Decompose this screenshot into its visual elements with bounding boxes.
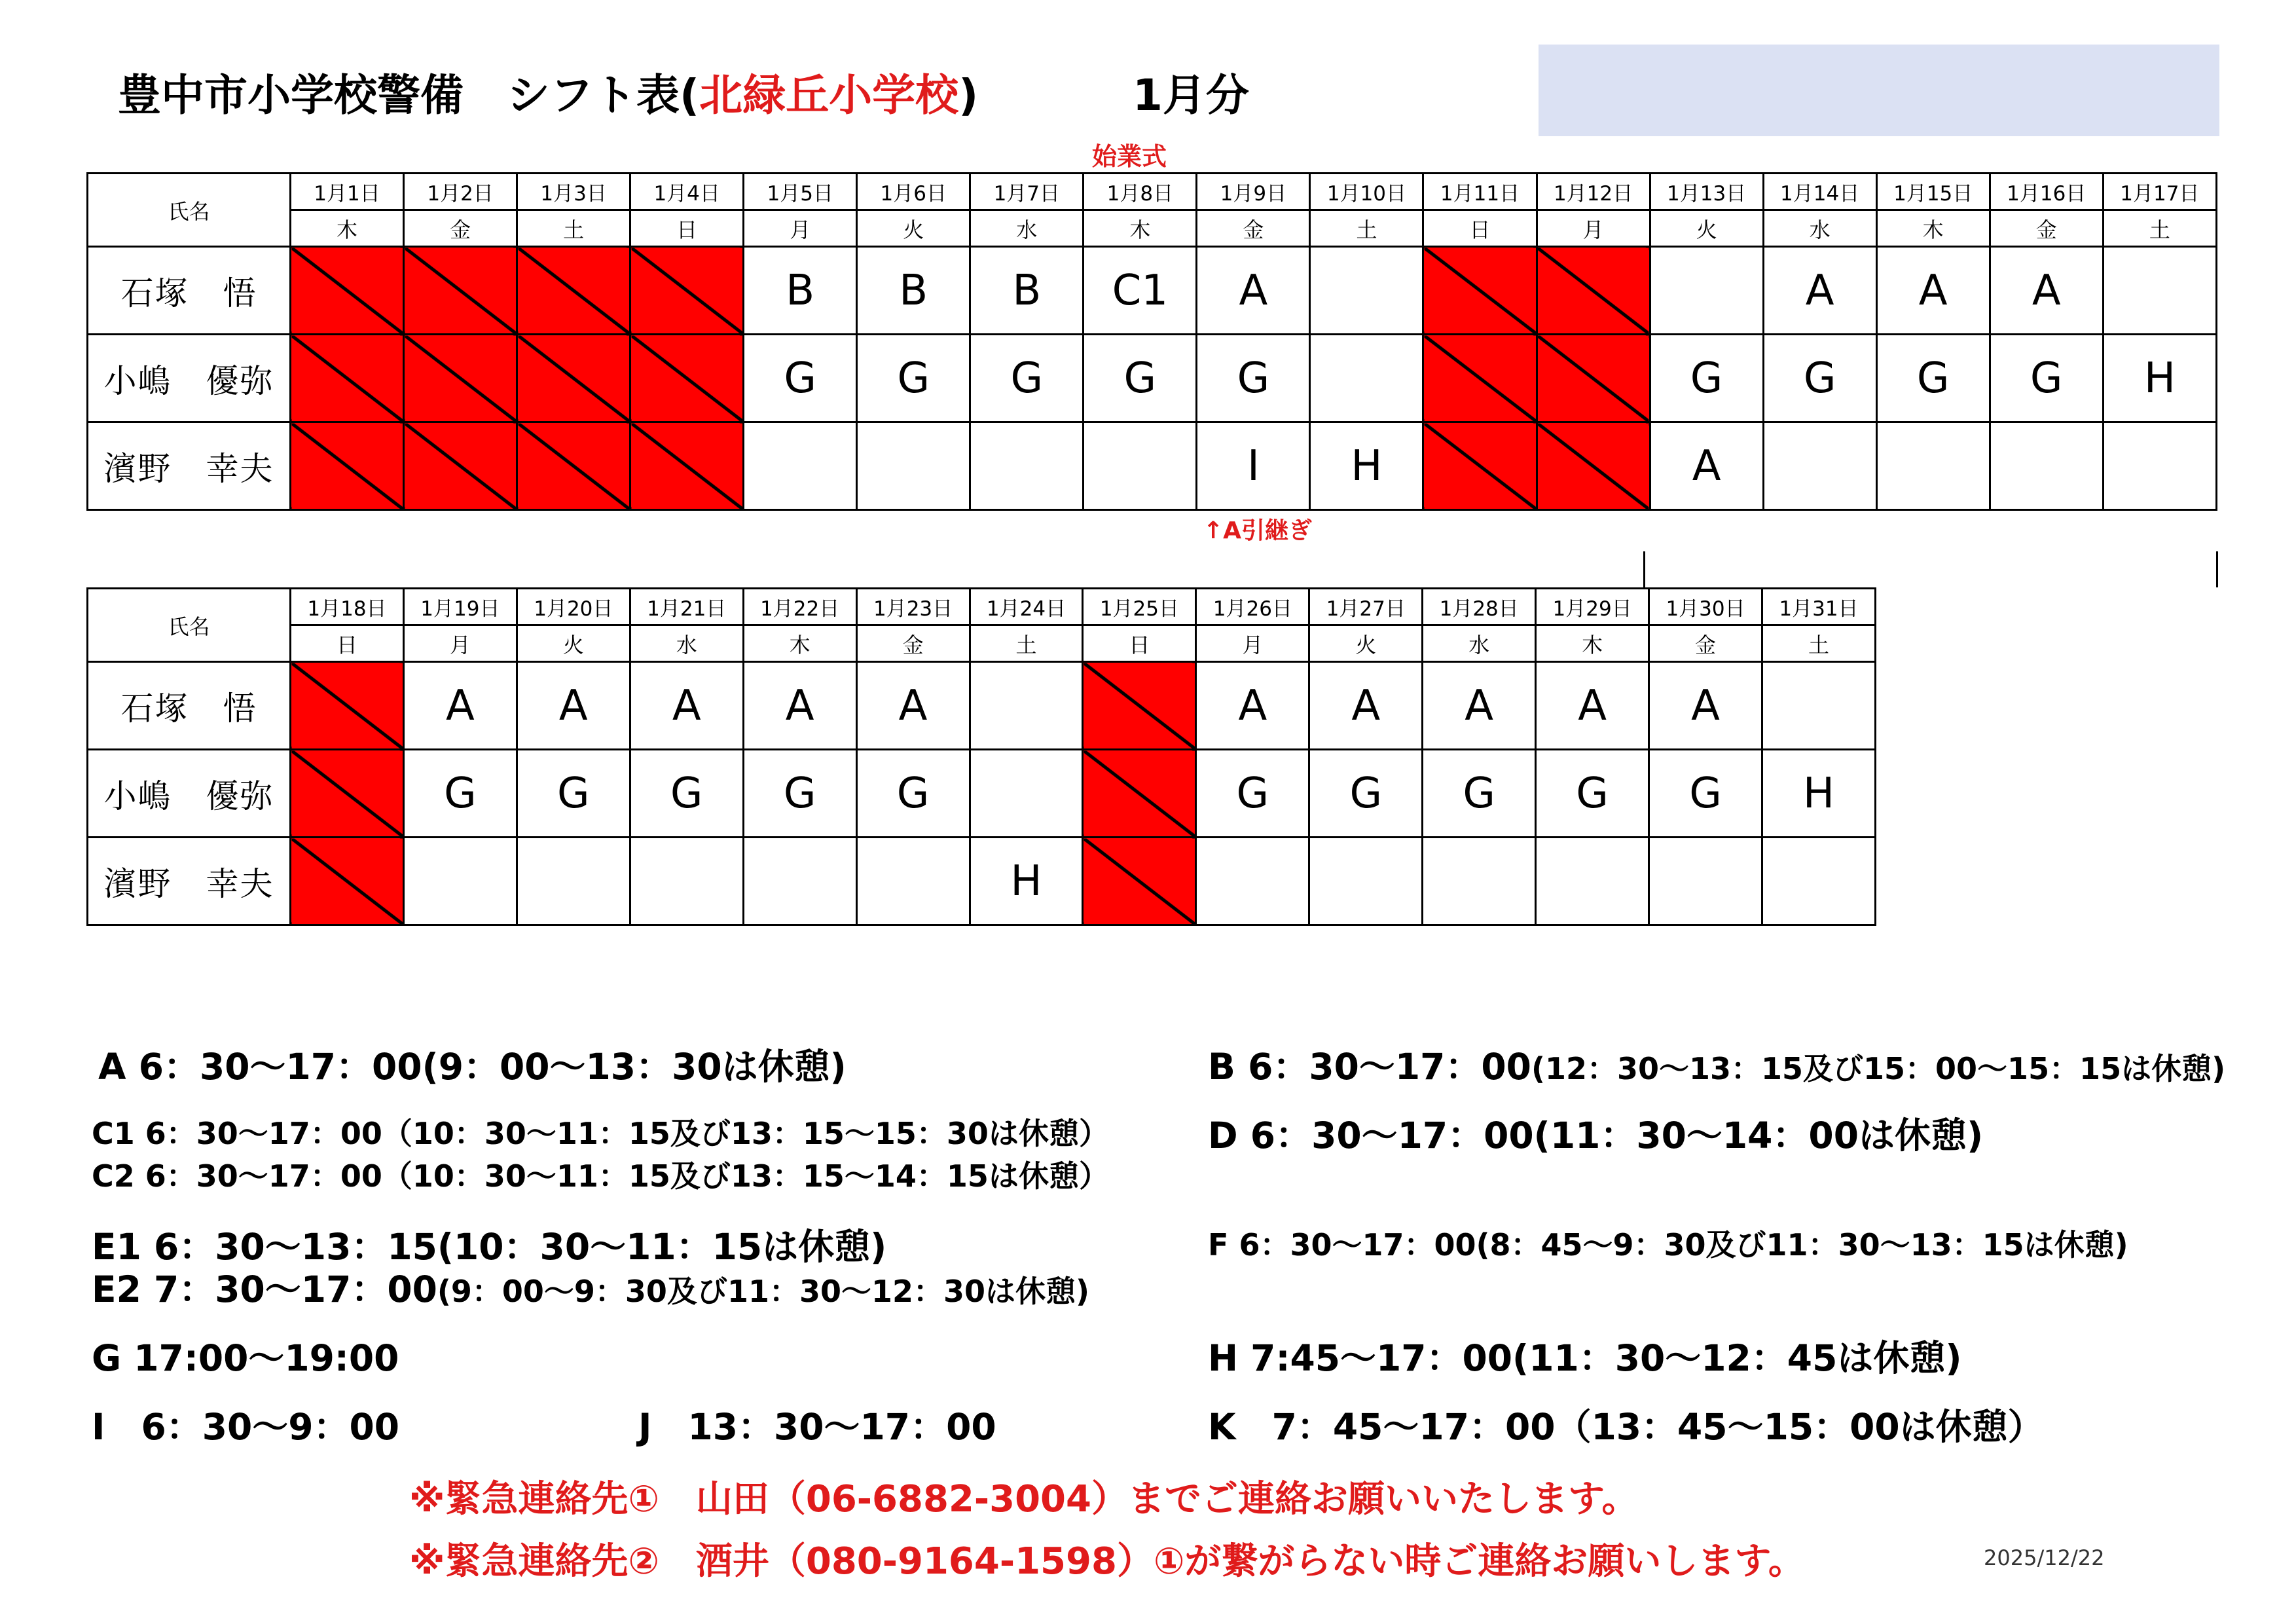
name-header: 氏名 [88, 589, 291, 662]
weekday-header: 土 [1762, 625, 1875, 662]
weekday-header: 木 [291, 210, 404, 247]
weekday-header: 水 [630, 625, 743, 662]
shift-table-1 [86, 172, 2217, 511]
weekday-header: 木 [1536, 625, 1649, 662]
legend-b [1208, 1038, 2225, 1090]
off-day-cell [1537, 335, 1650, 422]
weekday-header: 金 [856, 625, 970, 662]
shift-cell [1084, 422, 1197, 510]
legend-a: A 6：30〜17：00(9：00〜13：30は休憩) [98, 1046, 847, 1088]
shift-cell: A [1196, 662, 1309, 750]
staff-row [88, 422, 2217, 510]
shift-cell: G [1650, 335, 1763, 422]
staff-name: 小嶋 優弥 [88, 750, 291, 838]
weekday-header: 金 [1649, 625, 1762, 662]
shift-cell [1762, 662, 1875, 750]
off-day-cell [630, 335, 744, 422]
divider-line [2216, 551, 2218, 587]
date-header: 1月15日 [1876, 174, 1990, 210]
shift-cell: A [1649, 662, 1762, 750]
date-header: 1月30日 [1649, 589, 1762, 625]
staff-row [88, 750, 1876, 838]
shift-cell: B [744, 247, 857, 335]
shift-cell: A [1876, 247, 1990, 335]
off-day-cell [291, 838, 404, 925]
off-day-cell [517, 422, 630, 510]
weekday-header: 金 [1197, 210, 1310, 247]
shift-cell: C1 [1084, 247, 1197, 335]
weekday-header: 水 [1763, 210, 1876, 247]
weekday-header: 日 [1423, 210, 1537, 247]
date-header: 1月12日 [1537, 174, 1650, 210]
off-day-cell [517, 247, 630, 335]
off-day-cell [1537, 247, 1650, 335]
date-header: 1月31日 [1762, 589, 1875, 625]
staff-row [88, 838, 1876, 925]
shift-cell [1310, 335, 1423, 422]
off-day-cell [291, 247, 404, 335]
shift-cell: A [1197, 247, 1310, 335]
title-main: 豊中市小学校警備 シフト表( [118, 70, 700, 120]
off-day-cell [404, 422, 517, 510]
shift-cell: G [857, 335, 970, 422]
off-day-cell [291, 335, 404, 422]
shift-cell [1990, 422, 2103, 510]
shift-cell: G [1084, 335, 1197, 422]
off-day-cell [291, 750, 404, 838]
shift-cell [1310, 247, 1423, 335]
shift-cell [2103, 422, 2216, 510]
shift-cell: A [403, 662, 517, 750]
off-day-cell [1423, 422, 1537, 510]
shift-cell: A [1536, 662, 1649, 750]
legend-h: H 7:45〜17：00(11：30〜12：45は休憩) [1208, 1337, 1962, 1379]
off-day-cell [1083, 750, 1196, 838]
date-header: 1月25日 [1083, 589, 1196, 625]
legend-b-note: (12：30〜13：15及び15：00〜15：15は休憩) [1531, 1051, 2226, 1086]
shift-cell: G [1309, 750, 1423, 838]
shift-cell: H [970, 838, 1083, 925]
shift-cell: A [1650, 422, 1763, 510]
off-day-cell [1083, 838, 1196, 925]
date-header: 1月9日 [1197, 174, 1310, 210]
shift-cell [1876, 422, 1990, 510]
month-label: 1月分 [1133, 70, 1249, 120]
date-header: 1月3日 [517, 174, 630, 210]
off-day-cell [1423, 247, 1537, 335]
shift-cell: G [1423, 750, 1536, 838]
weekday-header: 木 [1876, 210, 1990, 247]
staff-name: 濱野 幸夫 [88, 838, 291, 925]
date-header: 1月21日 [630, 589, 743, 625]
shift-cell: A [517, 662, 630, 750]
shift-cell [1649, 838, 1762, 925]
weekday-header: 日 [291, 625, 404, 662]
off-day-cell [404, 335, 517, 422]
date-header: 1月18日 [291, 589, 404, 625]
off-day-cell [517, 335, 630, 422]
shift-cell: G [403, 750, 517, 838]
legend-f: F 6：30〜17：00(8：45〜9：30及び11：30〜13：15は休憩) [1208, 1227, 2128, 1263]
date-header: 1月24日 [970, 589, 1083, 625]
shift-cell [1309, 838, 1423, 925]
legend-e2-note: (9：00〜9：30及び11：30〜12：30は休憩) [437, 1274, 1090, 1309]
shift-cell: B [970, 247, 1084, 335]
weekday-header: 土 [970, 625, 1083, 662]
title-close: ) [958, 70, 979, 120]
shift-cell [744, 422, 857, 510]
date-header: 1月20日 [517, 589, 630, 625]
date-header: 1月1日 [291, 174, 404, 210]
shift-cell: A [630, 662, 743, 750]
weekday-header: 火 [517, 625, 630, 662]
off-day-cell [1083, 662, 1196, 750]
emergency-contact-1: ※緊急連絡先① 山田（06-6882-3004）までご連絡お願いいたします。 [409, 1478, 1639, 1521]
weekday-header: 日 [630, 210, 744, 247]
weekday-header: 月 [1196, 625, 1309, 662]
shift-cell: G [1196, 750, 1309, 838]
emergency-contact-2: ※緊急連絡先② 酒井（080-9164-1598）①が繋がらない時ご連絡お願いします。 [409, 1540, 1805, 1583]
legend-e2 [92, 1261, 1089, 1312]
shift-cell [856, 838, 970, 925]
weekday-header: 水 [970, 210, 1084, 247]
shift-cell: A [1423, 662, 1536, 750]
shift-cell: G [744, 335, 857, 422]
shift-cell: G [743, 750, 856, 838]
weekday-header: 土 [1310, 210, 1423, 247]
off-day-cell [291, 662, 404, 750]
date-header: 1月8日 [1084, 174, 1197, 210]
shift-cell: G [1197, 335, 1310, 422]
weekday-header: 木 [743, 625, 856, 662]
shift-cell [857, 422, 970, 510]
shift-cell: A [1990, 247, 2103, 335]
weekday-header: 月 [1537, 210, 1650, 247]
date-header: 1月11日 [1423, 174, 1537, 210]
shift-cell [403, 838, 517, 925]
shift-cell [630, 838, 743, 925]
shift-cell: H [1762, 750, 1875, 838]
date-header: 1月14日 [1763, 174, 1876, 210]
off-day-cell [630, 422, 744, 510]
off-day-cell [404, 247, 517, 335]
shift-cell: G [1763, 335, 1876, 422]
date-header: 1月28日 [1423, 589, 1536, 625]
shift-cell [1196, 838, 1309, 925]
shift-cell [517, 838, 630, 925]
off-day-cell [291, 422, 404, 510]
weekday-header: 水 [1423, 625, 1536, 662]
staff-name: 濱野 幸夫 [88, 422, 291, 510]
weekday-header: 土 [517, 210, 630, 247]
legend-k: K 7：45〜17：00（13：45〜15：00は休憩） [1208, 1406, 2044, 1448]
date-header: 1月29日 [1536, 589, 1649, 625]
legend-c1: C1 6：30〜17：00（10：30〜11：15及び13：15〜15：30は休憩） [92, 1116, 1109, 1151]
staff-name: 石塚 悟 [88, 247, 291, 335]
shift-cell: B [857, 247, 970, 335]
date-header: 1月2日 [404, 174, 517, 210]
date-header: 1月5日 [744, 174, 857, 210]
weekday-header: 土 [2103, 210, 2216, 247]
staff-name: 石塚 悟 [88, 662, 291, 750]
shift-cell: A [1309, 662, 1423, 750]
date-header: 1月4日 [630, 174, 744, 210]
shift-cell [970, 422, 1084, 510]
shift-cell: H [2103, 335, 2216, 422]
off-day-cell [630, 247, 744, 335]
shift-cell [2103, 247, 2216, 335]
legend-b-main: B 6：30〜17：00 [1208, 1046, 1531, 1088]
staff-row [88, 247, 2217, 335]
date-header: 1月7日 [970, 174, 1084, 210]
shift-cell: G [1649, 750, 1762, 838]
date-header: 1月19日 [403, 589, 517, 625]
date-header: 1月6日 [857, 174, 970, 210]
shift-cell: G [856, 750, 970, 838]
shift-cell: G [1876, 335, 1990, 422]
date-stamp: 2025/12/22 [1984, 1545, 2105, 1570]
date-header: 1月13日 [1650, 174, 1763, 210]
shift-cell [1650, 247, 1763, 335]
weekday-header: 火 [1650, 210, 1763, 247]
shift-cell: G [970, 335, 1084, 422]
divider-line [1643, 551, 1645, 587]
ceremony-note: 始業式 [1092, 142, 1167, 171]
shift-cell [1762, 838, 1875, 925]
off-day-cell [1537, 422, 1650, 510]
shift-cell: A [1763, 247, 1876, 335]
shift-table-2 [86, 587, 1876, 926]
weekday-header: 日 [1083, 625, 1196, 662]
shift-cell: I [1197, 422, 1310, 510]
staff-row [88, 662, 1876, 750]
date-header: 1月22日 [743, 589, 856, 625]
shift-cell: G [1536, 750, 1649, 838]
date-header: 1月23日 [856, 589, 970, 625]
shift-cell: G [1990, 335, 2103, 422]
document-title [118, 60, 978, 122]
shift-cell [970, 750, 1083, 838]
school-name: 北緑丘小学校 [699, 70, 959, 120]
weekday-header: 金 [1990, 210, 2103, 247]
legend-i: I 6：30〜9：00 [92, 1406, 400, 1448]
handover-note: ↑A引継ぎ [1203, 517, 1313, 544]
date-header: 1月26日 [1196, 589, 1309, 625]
weekday-header: 月 [403, 625, 517, 662]
header-box [1539, 45, 2219, 136]
staff-row [88, 335, 2217, 422]
shift-cell: A [856, 662, 970, 750]
legend-g: G 17:00〜19:00 [92, 1337, 399, 1379]
off-day-cell [1423, 335, 1537, 422]
date-header: 1月16日 [1990, 174, 2103, 210]
weekday-header: 月 [744, 210, 857, 247]
shift-cell [1536, 838, 1649, 925]
legend-e2-main: E2 7：30〜17：00 [92, 1268, 437, 1310]
weekday-header: 火 [1309, 625, 1423, 662]
shift-cell: A [743, 662, 856, 750]
date-header: 1月27日 [1309, 589, 1423, 625]
legend-d: D 6：30〜17：00(11：30〜14：00は休憩) [1208, 1115, 1984, 1156]
weekday-header: 火 [857, 210, 970, 247]
date-header: 1月10日 [1310, 174, 1423, 210]
weekday-header: 木 [1084, 210, 1197, 247]
legend-j: J 13：30〜17：00 [638, 1406, 996, 1448]
shift-cell: H [1310, 422, 1423, 510]
weekday-header: 金 [404, 210, 517, 247]
legend-e1: E1 6：30〜13：15(10：30〜11：15は休憩) [92, 1226, 887, 1268]
date-header: 1月17日 [2103, 174, 2216, 210]
shift-cell [970, 662, 1083, 750]
shift-cell [1763, 422, 1876, 510]
staff-name: 小嶋 優弥 [88, 335, 291, 422]
shift-cell: G [630, 750, 743, 838]
name-header: 氏名 [88, 174, 291, 247]
legend-c2: C2 6：30〜17：00（10：30〜11：15及び13：15〜14：15は休憩） [92, 1158, 1109, 1194]
shift-cell [743, 838, 856, 925]
shift-cell: G [517, 750, 630, 838]
shift-cell [1423, 838, 1536, 925]
